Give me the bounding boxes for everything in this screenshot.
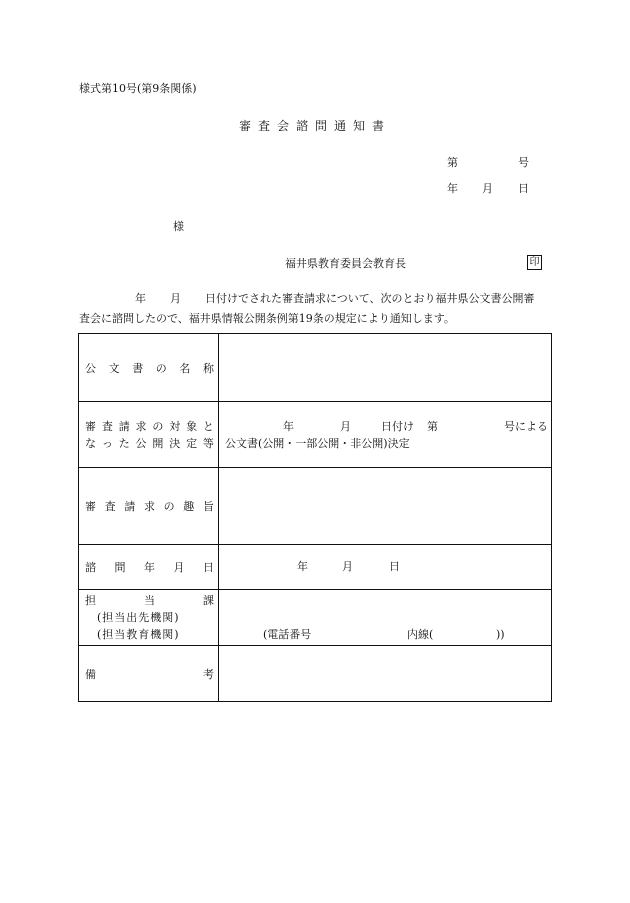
label-remarks-chars <box>85 666 214 682</box>
label-decision-line-1 <box>85 418 214 435</box>
table-row-decision <box>79 402 552 468</box>
label-char: 問 <box>114 561 126 574</box>
inquiry-day: 日 <box>389 560 400 573</box>
phone-number-label: (電話番号 <box>263 628 312 641</box>
seal-stamp: 印 <box>527 255 542 270</box>
reference-day: 日 <box>518 182 529 195</box>
label-char: 求 <box>135 419 147 433</box>
label-char: 公 <box>135 436 147 450</box>
value-remarks[interactable] <box>219 646 552 702</box>
reference-month: 月 <box>482 182 493 195</box>
label-char: 考 <box>203 667 214 681</box>
label-char: の <box>152 419 164 433</box>
label-department-line-1 <box>85 592 214 609</box>
decision-go-niyoru: 号による <box>504 419 548 433</box>
label-purpose <box>79 468 219 545</box>
label-char: 対 <box>169 419 181 433</box>
label-char: 当 <box>144 594 155 607</box>
body-line-1 <box>79 293 535 304</box>
label-char: 査 <box>104 500 116 513</box>
label-inquiry-date-chars <box>85 559 214 575</box>
body-year: 年 <box>135 292 146 305</box>
label-char: 称 <box>202 361 214 375</box>
label-char: 査 <box>101 419 113 433</box>
extension-label: 内線( <box>407 628 434 641</box>
body-line-2: 査会に諮問したので、福井県情報公開条例第19条の規定により通知します。 <box>79 312 455 325</box>
label-char: 定 <box>186 436 198 450</box>
decision-dai: 第 <box>427 419 438 433</box>
body-month: 月 <box>170 292 181 305</box>
label-char: 担 <box>85 594 96 607</box>
label-char: 書 <box>132 361 144 375</box>
inquiry-month: 月 <box>342 560 353 573</box>
reference-go: 号 <box>518 156 529 169</box>
label-decision <box>79 402 219 468</box>
label-char: 諮 <box>85 561 96 574</box>
value-decision[interactable] <box>219 402 552 468</box>
body-line-1-text: 日付けでされた審査請求について、次のとおり福井県公文書公開審 <box>205 292 535 305</box>
label-remarks <box>79 646 219 702</box>
label-char: 旨 <box>202 500 214 513</box>
label-department <box>79 590 219 646</box>
label-department-line-3: (担当教育機関) <box>97 628 180 641</box>
label-char: 備 <box>85 667 96 681</box>
value-purpose[interactable] <box>219 468 552 545</box>
label-char: 等 <box>202 436 214 450</box>
addressee-honorific: 様 <box>173 220 184 233</box>
label-char: と <box>202 419 214 433</box>
label-char: 求 <box>143 500 155 513</box>
label-char: 審 <box>85 500 96 513</box>
label-char: 決 <box>169 436 181 450</box>
table-row-purpose <box>79 468 552 545</box>
table-row-department <box>79 590 552 646</box>
reference-year: 年 <box>447 182 458 195</box>
label-document-name <box>79 334 219 402</box>
label-char: 請 <box>124 500 136 513</box>
label-char: 文 <box>108 361 120 375</box>
decision-year: 年 <box>283 419 294 433</box>
label-char: 請 <box>118 419 130 433</box>
label-decision-line-2 <box>85 435 214 452</box>
table-row-document-name <box>79 334 552 402</box>
label-char: 日 <box>203 561 214 574</box>
label-char: な <box>85 436 96 450</box>
decision-date-suffix: 日付け <box>381 419 414 433</box>
extension-close: )) <box>496 628 505 641</box>
label-char: 象 <box>186 419 198 433</box>
decision-month: 月 <box>340 419 351 433</box>
value-document-name[interactable] <box>219 334 552 402</box>
value-department[interactable] <box>219 590 552 646</box>
label-char: 公 <box>85 361 96 375</box>
label-inquiry-date <box>79 545 219 590</box>
label-char: 趣 <box>183 500 195 513</box>
value-inquiry-date[interactable] <box>219 545 552 590</box>
reference-dai: 第 <box>447 156 458 169</box>
label-purpose-chars <box>85 498 214 514</box>
label-char: 審 <box>85 419 96 433</box>
decision-type: 公文書(公開・一部公開・非公開)決定 <box>225 436 410 450</box>
label-char: 年 <box>144 561 155 574</box>
table-row-remarks <box>79 646 552 702</box>
label-department-line-2: (担当出先機関) <box>97 611 180 624</box>
label-char: 課 <box>203 594 214 607</box>
sender-title: 福井県教育委員会教育長 <box>285 257 406 270</box>
label-char: の <box>155 361 167 375</box>
form-number-label: 様式第10号(第9条関係) <box>79 82 197 95</box>
label-char: た <box>118 436 130 450</box>
table-row-inquiry-date <box>79 545 552 590</box>
document-title: 審査会諮問通知書 <box>238 119 391 133</box>
notice-table <box>78 333 552 702</box>
label-document-name-chars <box>85 360 214 376</box>
label-char: 月 <box>173 561 185 574</box>
label-char: 名 <box>179 361 191 375</box>
label-char: 開 <box>152 436 164 450</box>
inquiry-year: 年 <box>297 560 308 573</box>
label-char: っ <box>101 436 113 450</box>
label-char: の <box>163 500 175 513</box>
